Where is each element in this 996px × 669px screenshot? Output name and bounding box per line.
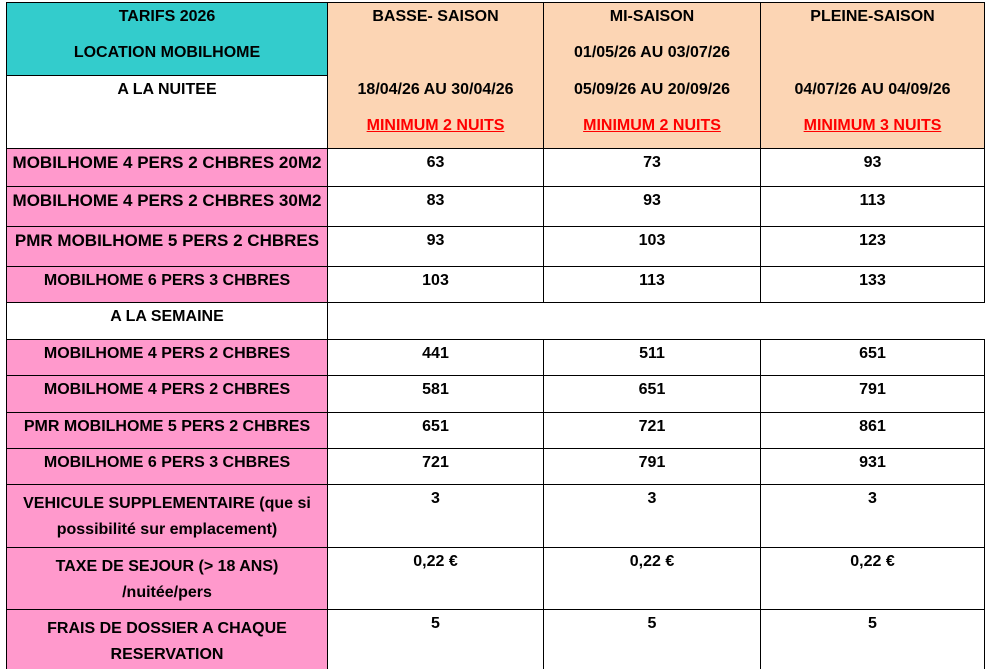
price-cell bbox=[544, 375, 761, 412]
price-cell bbox=[544, 609, 761, 669]
cell-text: 0,22 € bbox=[629, 552, 675, 570]
season-subheader-pleine bbox=[761, 76, 985, 149]
season-dates-1: 01/05/26 AU 03/07/26 bbox=[574, 44, 730, 61]
price-cell bbox=[544, 412, 761, 448]
cell-text: 441 bbox=[422, 344, 449, 362]
price-cell bbox=[761, 375, 985, 412]
price-cell bbox=[328, 412, 544, 448]
price-cell bbox=[328, 148, 544, 186]
cell-text: 3 bbox=[647, 489, 657, 507]
season-subheader-mi bbox=[544, 76, 761, 149]
row-label bbox=[7, 186, 328, 226]
price-cell bbox=[761, 226, 985, 266]
cell-text: 83 bbox=[426, 191, 445, 209]
price-cell bbox=[544, 484, 761, 547]
season-subheader-basse bbox=[328, 76, 544, 149]
table-row bbox=[7, 226, 985, 266]
cell-text: 93 bbox=[643, 191, 661, 209]
season-dates-2: 18/04/26 AU 30/04/26 bbox=[357, 80, 514, 98]
cell-text: 103 bbox=[422, 271, 449, 289]
price-cell bbox=[761, 339, 985, 375]
cell-text: 93 bbox=[863, 153, 882, 171]
cell-text: 721 bbox=[422, 453, 449, 471]
nightly-section-label bbox=[7, 76, 328, 149]
table-row bbox=[7, 484, 985, 547]
table-row bbox=[7, 547, 985, 609]
cell-text: 651 bbox=[859, 344, 886, 362]
cell-text: 0,22 € bbox=[850, 552, 895, 570]
cell-text: 791 bbox=[859, 380, 886, 398]
cell-text: 651 bbox=[422, 417, 449, 435]
cell-text: 113 bbox=[639, 271, 665, 289]
season-dates-2: 05/09/26 AU 20/09/26 bbox=[574, 80, 730, 98]
price-cell bbox=[761, 148, 985, 186]
price-cell bbox=[544, 148, 761, 186]
cell-text: 581 bbox=[422, 380, 449, 398]
season-header-pleine bbox=[761, 3, 985, 76]
price-cell bbox=[328, 375, 544, 412]
cell-text: VEHICULE SUPPLEMENTAIRE (que si bbox=[23, 494, 311, 512]
table-row bbox=[7, 339, 985, 375]
price-cell bbox=[761, 266, 985, 302]
row-label bbox=[7, 547, 328, 609]
cell-text: 3 bbox=[431, 489, 440, 507]
season-name: BASSE- SAISON bbox=[372, 8, 499, 25]
table-row bbox=[7, 266, 985, 302]
price-cell bbox=[544, 186, 761, 226]
season-minimum: MINIMUM 2 NUITS bbox=[583, 116, 721, 134]
weekly-section-label bbox=[7, 302, 328, 339]
price-cell bbox=[328, 547, 544, 609]
price-cell bbox=[761, 609, 985, 669]
table-row bbox=[7, 148, 985, 186]
price-cell bbox=[761, 547, 985, 609]
cell-text: possibilité sur emplacement) bbox=[56, 520, 278, 538]
cell-text: 511 bbox=[639, 344, 665, 362]
title-cell bbox=[7, 3, 328, 76]
price-cell bbox=[761, 484, 985, 547]
season-dates-2: 04/07/26 AU 04/09/26 bbox=[794, 80, 951, 98]
cell-text: 5 bbox=[647, 614, 657, 632]
row-label bbox=[7, 148, 328, 186]
price-cell bbox=[328, 266, 544, 302]
row-label bbox=[7, 339, 328, 375]
row-label bbox=[7, 226, 328, 266]
season-minimum: MINIMUM 3 NUITS bbox=[803, 116, 942, 134]
cell-text: A LA SEMAINE bbox=[110, 307, 224, 325]
cell-text: 73 bbox=[643, 153, 661, 171]
cell-text: PMR MOBILHOME 5 PERS 2 CHBRES bbox=[14, 230, 320, 250]
season-name: PLEINE-SAISON bbox=[810, 8, 935, 25]
cell-text: 791 bbox=[638, 453, 666, 471]
price-cell bbox=[761, 448, 985, 484]
cell-text: 133 bbox=[859, 271, 886, 289]
cell-text: MOBILHOME 4 PERS 2 CHBRES 30M2 bbox=[12, 190, 322, 210]
row-label bbox=[7, 375, 328, 412]
cell-text: 721 bbox=[638, 417, 666, 435]
table-row bbox=[7, 609, 985, 669]
price-cell bbox=[761, 186, 985, 226]
cell-text: 5 bbox=[431, 614, 440, 632]
price-cell bbox=[544, 547, 761, 609]
table-row bbox=[7, 412, 985, 448]
cell-text: TAXE DE SEJOUR (> 18 ANS) bbox=[55, 557, 279, 575]
price-cell bbox=[328, 339, 544, 375]
cell-text: 861 bbox=[859, 417, 886, 435]
season-dates-1 bbox=[761, 39, 984, 75]
price-cell bbox=[328, 186, 544, 226]
cell-text: MOBILHOME 4 PERS 2 CHBRES 20M2 bbox=[12, 152, 322, 172]
cell-text: MOBILHOME 4 PERS 2 CHBRES bbox=[43, 344, 291, 362]
season-dates-1 bbox=[328, 39, 543, 75]
cell-text: A LA NUITEE bbox=[117, 81, 217, 98]
cell-text: 113 bbox=[859, 191, 886, 209]
price-cell bbox=[328, 484, 544, 547]
season-header-basse bbox=[328, 3, 544, 76]
row-label bbox=[7, 609, 328, 669]
cell-text: MOBILHOME 6 PERS 3 CHBRES bbox=[43, 453, 291, 471]
row-label bbox=[7, 412, 328, 448]
cell-text: MOBILHOME 4 PERS 2 CHBRES bbox=[43, 380, 291, 398]
price-cell bbox=[328, 448, 544, 484]
cell-text: MOBILHOME 6 PERS 3 CHBRES bbox=[43, 271, 291, 289]
table-row bbox=[7, 448, 985, 484]
weekly-section-spacer bbox=[328, 302, 985, 339]
cell-text: 5 bbox=[868, 614, 877, 632]
cell-text: 103 bbox=[638, 231, 666, 249]
cell-text: 123 bbox=[859, 231, 886, 249]
row-label bbox=[7, 484, 328, 547]
price-cell bbox=[544, 226, 761, 266]
title-line-1: TARIFS 2026 bbox=[118, 8, 216, 25]
table-row bbox=[7, 375, 985, 412]
season-header-mi bbox=[544, 3, 761, 76]
price-cell bbox=[544, 448, 761, 484]
row-label bbox=[7, 266, 328, 302]
cell-text: 63 bbox=[426, 153, 445, 171]
season-name: MI-SAISON bbox=[609, 8, 695, 25]
cell-text: 651 bbox=[638, 380, 666, 398]
title-line-2: LOCATION MOBILHOME bbox=[73, 44, 261, 61]
price-cell bbox=[544, 266, 761, 302]
cell-text: 3 bbox=[868, 489, 877, 507]
price-cell bbox=[328, 609, 544, 669]
cell-text: FRAIS DE DOSSIER A CHAQUE bbox=[47, 619, 287, 637]
price-cell bbox=[761, 412, 985, 448]
cell-text: RESERVATION bbox=[110, 645, 224, 663]
cell-text: 0,22 € bbox=[413, 552, 458, 570]
cell-text: /nuitée/pers bbox=[122, 583, 212, 601]
price-cell bbox=[328, 226, 544, 266]
cell-text: 93 bbox=[426, 231, 445, 249]
season-minimum: MINIMUM 2 NUITS bbox=[366, 116, 505, 134]
cell-text: 931 bbox=[859, 453, 886, 471]
tariff-table bbox=[6, 2, 985, 669]
price-cell bbox=[544, 339, 761, 375]
table-row bbox=[7, 186, 985, 226]
cell-text: PMR MOBILHOME 5 PERS 2 CHBRES bbox=[23, 417, 311, 435]
row-label bbox=[7, 448, 328, 484]
